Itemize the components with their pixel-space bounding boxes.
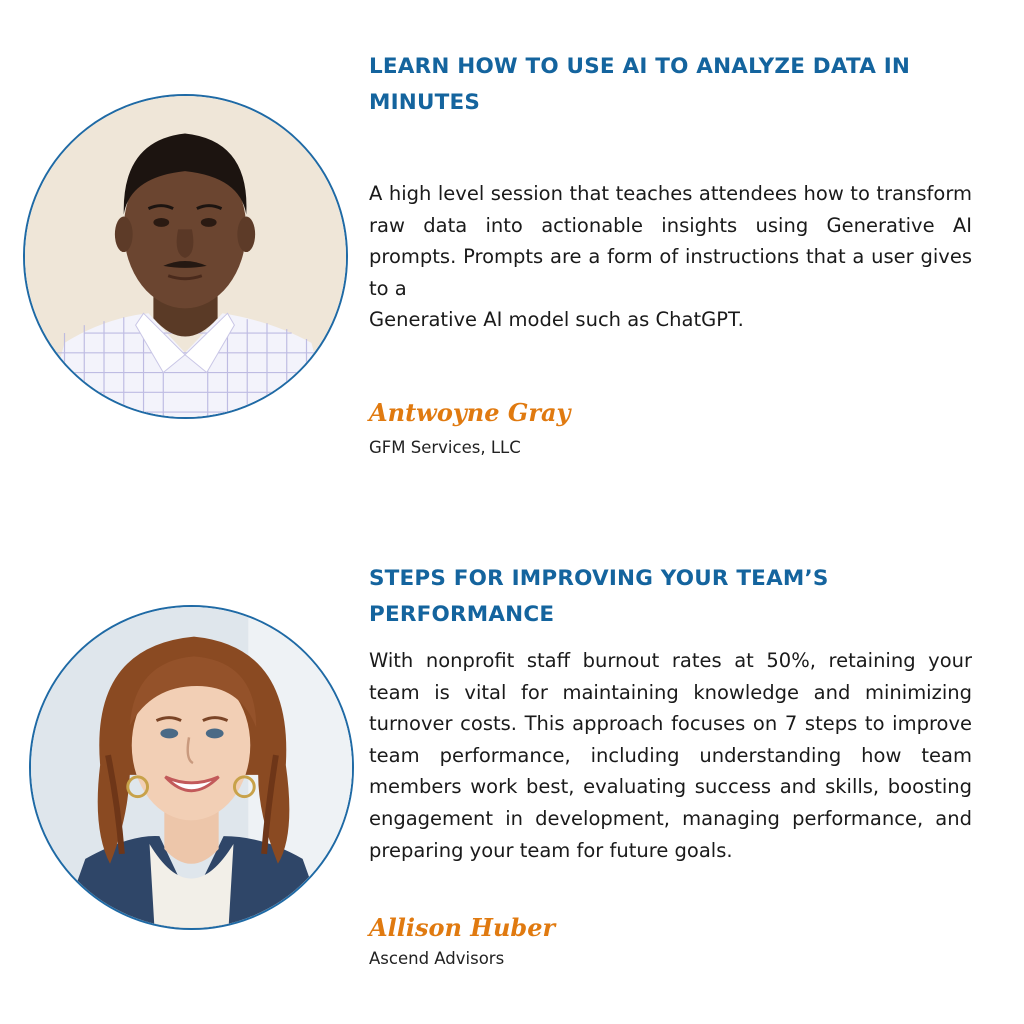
portrait-woman-icon (31, 607, 352, 928)
description-main: A high level session that teaches attendees how to transform raw data into actionable insights using Generative AI prompts. Prompts are a form of instructions that a user gives to a (369, 182, 972, 300)
session-title: STEPS FOR IMPROVING YOUR TEAM’S PERFORMANCE (369, 566, 829, 627)
speaker-name: Antwoyne Gray (369, 398, 571, 427)
speaker-name: Allison Huber (369, 913, 556, 942)
description-end: Generative AI model such as ChatGPT. (369, 308, 744, 332)
session-description: With nonprofit staff burnout rates at 50%, retaining your team is vital for maintaining knowledge and minimizing turnover costs. This approach focuses on 7 steps to improve team performance, including understanding how team members work best, evaluating success and skills, boosting engagement in development, managing performance, and preparing your team for future goals. (369, 649, 972, 862)
speaker-organization: Ascend Advisors (369, 949, 505, 968)
session-title: LEARN HOW TO USE AI TO ANALYZE DATA IN MINUTES (369, 54, 911, 115)
speaker-photo-allison-huber (29, 605, 354, 930)
speaker-organization: GFM Services, LLC (369, 438, 521, 457)
